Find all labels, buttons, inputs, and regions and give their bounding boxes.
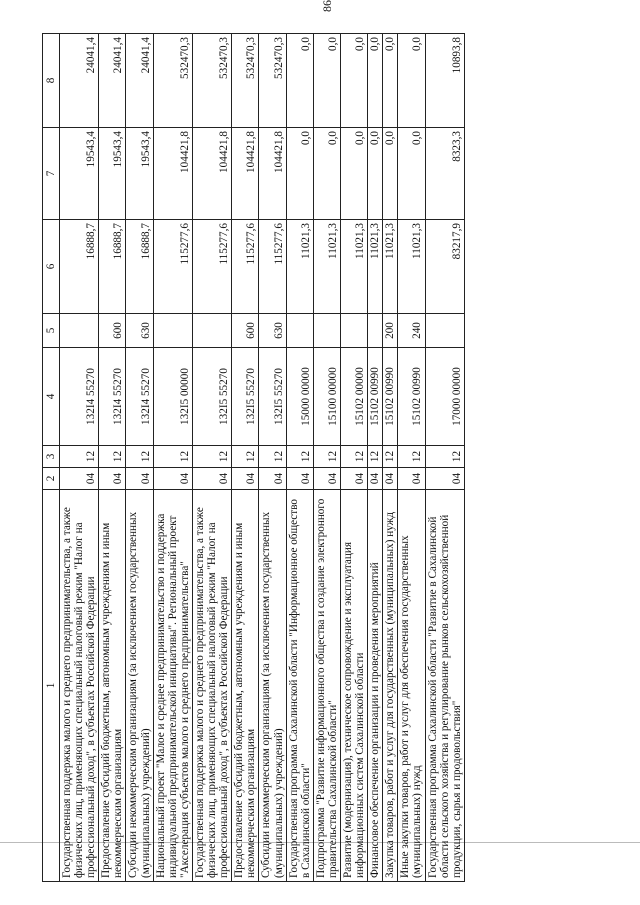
page-number: 86: [320, 0, 334, 12]
budget-table: [42, 33, 465, 882]
row-amount-year2: 19543,4: [60, 128, 99, 220]
row-section: 04: [368, 468, 383, 490]
row-expense-type: 200: [383, 314, 398, 348]
row-section: 04: [99, 468, 126, 490]
row-amount-year1: 115277,6: [232, 220, 259, 314]
row-amount-year1: 11021,3: [286, 220, 313, 314]
row-target-code: 17000 00000: [425, 348, 464, 446]
row-expense-type: [192, 314, 231, 348]
row-amount-year1: 16888,7: [60, 220, 99, 314]
row-amount-year1: 11021,3: [398, 220, 425, 314]
row-target-code: 15000 00000: [286, 348, 313, 446]
row-amount-year2: 0,0: [286, 128, 313, 220]
row-section: 04: [398, 468, 425, 490]
row-description: Субсидии некоммерческим организациям (за исключением государственных (муниципальных) учреждений): [126, 490, 153, 882]
row-description: Государственная программа Сахалинской области "Развитие в Сахалинской области сельского хозяйства и регулирование рынков сельскохозяйственной продукции, сырья и продовольствия": [425, 490, 464, 882]
row-amount-year2: 104421,8: [192, 128, 231, 220]
row-amount-year3: 10893,8: [425, 34, 464, 128]
row-subsection: 12: [313, 446, 340, 468]
row-expense-type: [340, 314, 367, 348]
row-amount-year2: 104421,8: [153, 128, 192, 220]
header-cell: 2: [43, 468, 60, 490]
table-row: [425, 34, 464, 882]
row-description: Подпрограмма "Развитие информационного общества и создание электронного правительства Сахалинской области": [313, 490, 340, 882]
row-description: Финансовое обеспечение организации и проведения мероприятий: [368, 490, 383, 882]
row-target-code: 132I5 55270: [232, 348, 259, 446]
row-amount-year3: 0,0: [383, 34, 398, 128]
table-row: [313, 34, 340, 882]
row-section: 04: [153, 468, 192, 490]
row-amount-year3: 24041,4: [99, 34, 126, 128]
row-description: Субсидии некоммерческим организациям (за исключением государственных (муниципальных) учреждений): [259, 490, 286, 882]
row-description: Иные закупки товаров, работ и услуг для обеспечения государственных (муниципальных) нужд: [398, 490, 425, 882]
row-section: 04: [126, 468, 153, 490]
table-row: [368, 34, 383, 882]
row-subsection: 12: [425, 446, 464, 468]
row-amount-year3: 532470,3: [153, 34, 192, 128]
row-subsection: 12: [192, 446, 231, 468]
row-section: 04: [340, 468, 367, 490]
row-description: Закупка товаров, работ и услуг для государственных (муниципальных) нужд: [383, 490, 398, 882]
table-row: [192, 34, 231, 882]
row-amount-year2: 104421,8: [259, 128, 286, 220]
row-amount-year2: 0,0: [340, 128, 367, 220]
row-description: Национальный проект "Малое и среднее предпринимательство и поддержка индивидуальной предпринимательской инициативы". Региональный проект "Акселерация субъектов малого и среднего предпринимательства": [153, 490, 192, 882]
row-target-code: 132I4 55270: [99, 348, 126, 446]
row-expense-type: [368, 314, 383, 348]
row-amount-year1: 11021,3: [368, 220, 383, 314]
row-description: Государственная поддержка малого и среднего предпринимательства, а также физических лиц, применяющих специальный налоговый режим "Налог на профессиональный доход", в субъектах Российской Федерации: [192, 490, 231, 882]
row-amount-year3: 0,0: [398, 34, 425, 128]
row-target-code: 132I5 55270: [259, 348, 286, 446]
table-row: [126, 34, 153, 882]
row-expense-type: 600: [99, 314, 126, 348]
row-section: 04: [60, 468, 99, 490]
row-section: 04: [286, 468, 313, 490]
row-description: Государственная поддержка малого и среднего предпринимательства, а также физических лиц, применяющих специальный налоговый режим "Налог на профессиональный доход", в субъектах Российской Федерации: [60, 490, 99, 882]
table-row: [286, 34, 313, 882]
rotated-page: [42, 34, 610, 882]
row-target-code: 15102 00990: [368, 348, 383, 446]
row-amount-year3: 24041,4: [126, 34, 153, 128]
row-amount-year3: 0,0: [340, 34, 367, 128]
row-subsection: 12: [259, 446, 286, 468]
row-amount-year1: 115277,6: [259, 220, 286, 314]
row-amount-year2: 0,0: [383, 128, 398, 220]
row-subsection: 12: [232, 446, 259, 468]
row-amount-year1: 16888,7: [99, 220, 126, 314]
row-amount-year2: 0,0: [313, 128, 340, 220]
row-target-code: 15102 00990: [398, 348, 425, 446]
row-amount-year2: 104421,8: [232, 128, 259, 220]
row-amount-year1: 83217,9: [425, 220, 464, 314]
row-subsection: 12: [286, 446, 313, 468]
row-expense-type: [425, 314, 464, 348]
table-row: [153, 34, 192, 882]
row-amount-year3: 0,0: [313, 34, 340, 128]
row-subsection: 12: [99, 446, 126, 468]
row-description: Предоставление субсидий бюджетным, автономным учреждениям и иным некоммерческим организациям: [232, 490, 259, 882]
header-cell: 8: [43, 34, 60, 128]
row-amount-year2: 0,0: [368, 128, 383, 220]
row-amount-year3: 0,0: [286, 34, 313, 128]
row-amount-year3: 24041,4: [60, 34, 99, 128]
header-cell: 3: [43, 446, 60, 468]
row-section: 04: [313, 468, 340, 490]
row-expense-type: 630: [259, 314, 286, 348]
row-expense-type: 630: [126, 314, 153, 348]
table-body: [60, 34, 465, 882]
row-section: 04: [425, 468, 464, 490]
row-expense-type: [313, 314, 340, 348]
row-amount-year2: 19543,4: [99, 128, 126, 220]
row-section: 04: [383, 468, 398, 490]
header-cell: 7: [43, 128, 60, 220]
row-expense-type: 600: [232, 314, 259, 348]
row-subsection: 12: [368, 446, 383, 468]
row-subsection: 12: [383, 446, 398, 468]
row-description: Государственная программа Сахалинской области "Информационное общество в Сахалинской области": [286, 490, 313, 882]
row-amount-year1: 11021,3: [340, 220, 367, 314]
row-amount-year2: 8323,3: [425, 128, 464, 220]
row-description: Развитие (модернизация), техническое сопровождение и эксплуатация информационных систем Сахалинской области: [340, 490, 367, 882]
row-target-code: 15102 00000: [340, 348, 367, 446]
table-row: [383, 34, 398, 882]
row-section: 04: [232, 468, 259, 490]
table-row: [259, 34, 286, 882]
row-target-code: 15100 00000: [313, 348, 340, 446]
row-target-code: 132I4 55270: [60, 348, 99, 446]
row-subsection: 12: [398, 446, 425, 468]
header-row: [43, 34, 60, 882]
row-target-code: 132I4 55270: [126, 348, 153, 446]
row-target-code: 15102 00990: [383, 348, 398, 446]
row-amount-year1: 11021,3: [383, 220, 398, 314]
header-cell: 6: [43, 220, 60, 314]
header-cell: 1: [43, 490, 60, 882]
row-subsection: 12: [126, 446, 153, 468]
row-expense-type: [60, 314, 99, 348]
header-cell: 4: [43, 348, 60, 446]
row-expense-type: 240: [398, 314, 425, 348]
row-amount-year3: 532470,3: [232, 34, 259, 128]
table-row: [60, 34, 99, 882]
table-row: [99, 34, 126, 882]
row-section: 04: [192, 468, 231, 490]
row-subsection: 12: [340, 446, 367, 468]
row-amount-year2: 0,0: [398, 128, 425, 220]
header-cell: 5: [43, 314, 60, 348]
row-amount-year1: 16888,7: [126, 220, 153, 314]
row-amount-year1: 115277,6: [153, 220, 192, 314]
row-section: 04: [259, 468, 286, 490]
table-row: [232, 34, 259, 882]
row-description: Предоставление субсидий бюджетным, автономным учреждениям и иным некоммерческим организациям: [99, 490, 126, 882]
row-target-code: 132I5 55270: [192, 348, 231, 446]
row-amount-year3: 0,0: [368, 34, 383, 128]
row-amount-year3: 532470,3: [259, 34, 286, 128]
table-row: [398, 34, 425, 882]
row-amount-year2: 19543,4: [126, 128, 153, 220]
row-expense-type: [153, 314, 192, 348]
row-subsection: 12: [60, 446, 99, 468]
row-target-code: 132I5 00000: [153, 348, 192, 446]
row-expense-type: [286, 314, 313, 348]
row-amount-year1: 11021,3: [313, 220, 340, 314]
row-amount-year1: 115277,6: [192, 220, 231, 314]
row-amount-year3: 532470,3: [192, 34, 231, 128]
row-subsection: 12: [153, 446, 192, 468]
table-row: [340, 34, 367, 882]
